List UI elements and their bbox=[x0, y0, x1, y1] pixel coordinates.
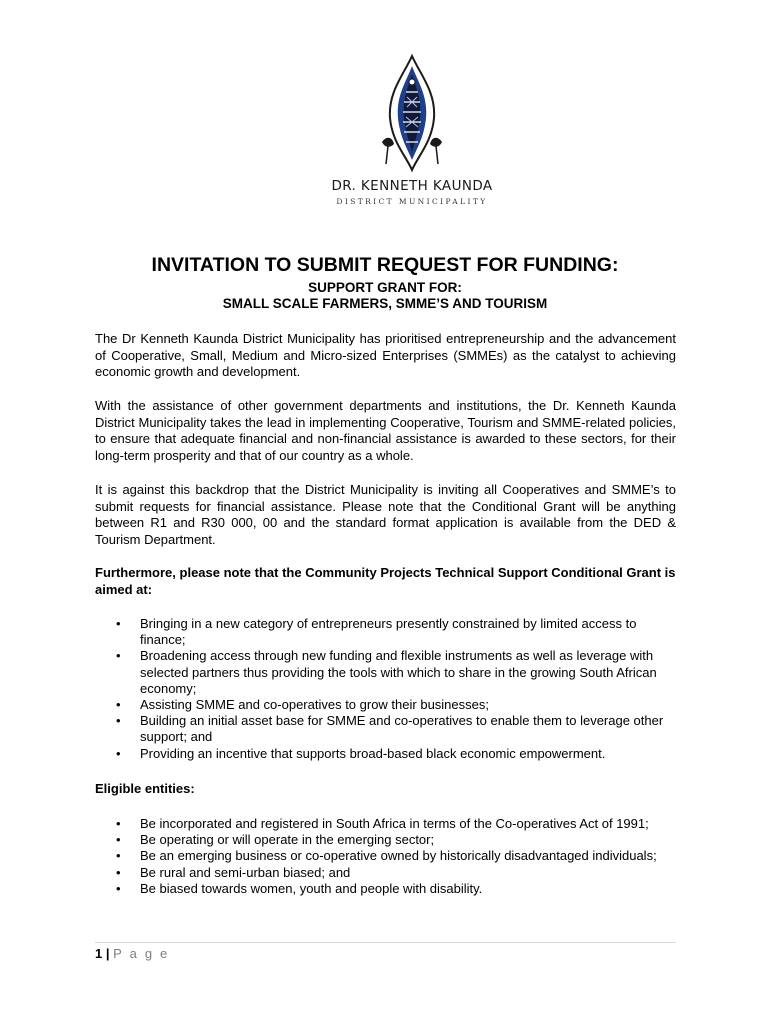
footer-divider bbox=[95, 942, 676, 943]
page-title: INVITATION TO SUBMIT REQUEST FOR FUNDING: bbox=[151, 254, 619, 276]
list-item: • Assisting SMME and co-operatives to grow their businesses; bbox=[116, 697, 489, 713]
bullet-icon: • bbox=[116, 713, 121, 729]
footer-separator: | bbox=[105, 946, 110, 961]
bullet-icon: • bbox=[116, 648, 121, 664]
bullet-icon: • bbox=[116, 880, 121, 896]
list-item: • Be operating or will operate in the emerging sector; bbox=[116, 832, 435, 848]
bullet-icon: • bbox=[116, 864, 121, 880]
list-item: • Broadening access through new funding and flexible instruments as well as leverage with selected partners thus providing the tools with which to share in the growing South African economy; bbox=[116, 648, 657, 696]
page-label: P a g e bbox=[113, 946, 170, 961]
intro-paragraph: The Dr Kenneth Kaunda District Municipality has prioritised entrepreneurship and the advancement of Cooperative, Small, Medium and Micro-sized Enterprises (SMMEs) as the catalyst to achieving economic growth and development. bbox=[95, 331, 676, 380]
list-item: • Be an emerging business or co-operative owned by historically disadvantaged individuals; bbox=[116, 848, 657, 864]
logo-name: DR. KENNETH KAUNDA bbox=[331, 178, 493, 194]
invitation-paragraph: It is against this backdrop that the District Municipality is inviting all Cooperatives and SMME’s to submit requests for financial assistance. Please note that the Conditional Grant will be anything between R1 and R30 000, 00 and the standard format application is available from the DED & Tourism Department. bbox=[95, 482, 676, 547]
subtitle-sectors: SMALL SCALE FARMERS, SMME’S AND TOURISM bbox=[222, 296, 548, 311]
aims-heading: Furthermore, please note that the Community Projects Technical Support Conditional Grant is aimed at: bbox=[95, 565, 676, 597]
list-item: • Providing an incentive that supports broad-based black economic empowerment. bbox=[116, 745, 606, 761]
aims-list bbox=[95, 616, 676, 762]
eligible-list bbox=[95, 816, 676, 897]
bullet-icon: • bbox=[116, 816, 121, 831]
bullet-icon: • bbox=[116, 848, 121, 864]
bullet-icon: • bbox=[116, 832, 121, 848]
municipality-logo bbox=[322, 52, 502, 208]
eligible-heading: Eligible entities: bbox=[95, 781, 195, 796]
bullet-icon: • bbox=[116, 616, 121, 631]
list-item: • Be incorporated and registered in South Africa in terms of the Co-operatives Act of 1991; bbox=[116, 816, 649, 831]
assistance-paragraph: With the assistance of other government departments and institutions, the Dr. Kenneth Kaunda District Municipality takes the lead in implementing Cooperative, Tourism and SMME-related policies, to ensure that adequate financial and non-financial assistance is awarded to these sectors, for their long-term prosperity and that of our country as a whole. bbox=[95, 398, 676, 463]
subtitle-support-grant: SUPPORT GRANT FOR: bbox=[308, 280, 462, 295]
page-number: 1 bbox=[95, 946, 103, 961]
logo-subtitle: DISTRICT MUNICIPALITY bbox=[336, 197, 488, 206]
list-item: • Be rural and semi-urban biased; and bbox=[116, 864, 351, 880]
list-item: • Bringing in a new category of entrepreneurs presently constrained by limited access to finance; bbox=[116, 616, 637, 648]
bullet-icon: • bbox=[116, 697, 121, 713]
list-item: • Building an initial asset base for SMME and co-operatives to enable them to leverage other support; and bbox=[116, 713, 664, 745]
bullet-icon: • bbox=[116, 745, 121, 761]
page-footer bbox=[95, 946, 170, 961]
shield-emblem-icon bbox=[352, 52, 472, 174]
list-item: • Be biased towards women, youth and people with disability. bbox=[116, 880, 483, 896]
